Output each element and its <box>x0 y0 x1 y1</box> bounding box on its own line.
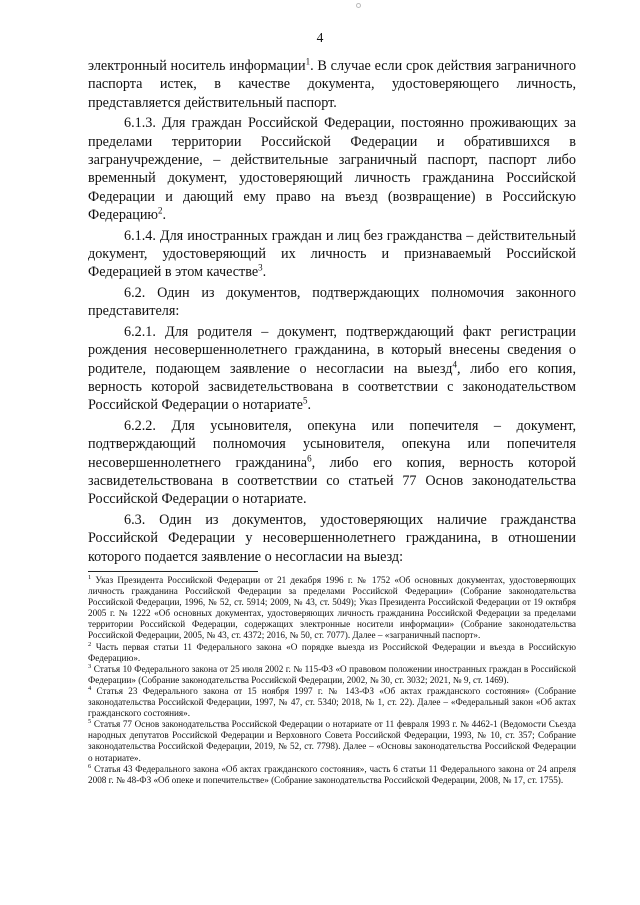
footnote-ref: 2 <box>158 205 163 216</box>
scan-mark <box>356 3 361 8</box>
footnote-number: 4 <box>88 684 92 692</box>
footnote-2 <box>88 642 576 664</box>
paragraph-text: . В случае если срок действия заграничного паспорта истек, в качестве документа, удостоверяющего личность, представляется действительный паспорт. <box>88 58 576 111</box>
footnote-ref: 3 <box>258 262 263 273</box>
paragraph-text: 6.1.4. Для иностранных граждан и лиц без гражданства – действительный документ, удостоверяющий их личность и признаваемый Российской Федерацией в этом качестве <box>88 227 576 281</box>
body-text <box>88 57 576 568</box>
footnote-text: Статья 10 Федерального закона от 25 июля 2002 г. № 115-ФЗ «О правовом положении иностранных граждан в Российской Федерации» (Собрание законодательства Российской Федерации, 2002, № 30, ст. 3032; 2021, № 9, ст. 1469). <box>88 663 576 685</box>
footnote-text: Статья 77 Основ законодательства Российской Федерации о нотариате от 11 февраля 1993 г. № 4462-1 (Ведомости Съезда народных депутатов Российской Федерации и Верховного Совета Российской Федерации, 1993, № 10, ст. 357; Собрание законодательства Российской Федерации, 2019, № 52, ст. 7798). Далее – «Основы законодательства Российской Федерации о нотариате». <box>88 719 576 763</box>
paragraph-text: 6.2. Один из документов, подтверждающих полномочия законного представителя: <box>88 284 576 320</box>
footnote-3 <box>88 664 576 686</box>
paragraph-6-1-4 <box>88 227 576 282</box>
paragraph-text: . <box>307 397 311 414</box>
paragraph-text: 6.2.2. Для усыновителя, опекуна или попечителя – документ, подтверждающий полномочия усыновителя, опекуна или попечителя несовершеннолетнего гражданина <box>88 417 576 471</box>
footnote-number: 6 <box>88 762 92 770</box>
footnote-text: Часть первая статьи 11 Федерального закона «О порядке выезда из Российской Федерации и въезда в Российскую Федерацию». <box>88 641 576 663</box>
footnote-number: 2 <box>88 640 92 648</box>
footnote-number: 1 <box>88 573 92 581</box>
paragraph-text: 6.3. Один из документов, удостоверяющих наличие гражданства Российской Федерации у несовершеннолетнего гражданина, в отношении которого подается заявление о несогласии на выезд: <box>88 511 576 565</box>
paragraph-text: , либо его копия, верность которой засвидетельствована в соответствии со статьей 77 Основ законодательства Российской Федерации о нотариате. <box>88 454 576 508</box>
footnotes <box>88 575 576 786</box>
page-number: 4 <box>316 30 324 45</box>
footnote-text: Статья 43 Федерального закона «Об актах гражданского состояния», часть 6 статьи 11 Федерального закона от 24 апреля 2008 г. № 48-ФЗ «Об опеке и попечительстве» (Собрание законодательства Российской Федерации, 2008, № 17, ст. 1755). <box>88 763 576 785</box>
footnote-5 <box>88 719 576 763</box>
paragraph-text: , либо его копия, верность которой засвидетельствована в соответствии с законодательством Российской Федерации о нотариате <box>88 360 576 414</box>
paragraph-6-1-3 <box>88 114 576 224</box>
paragraph-text: . <box>162 207 167 224</box>
footnote-number: 3 <box>88 662 92 670</box>
paragraph-text: электронный носитель информации <box>88 58 306 74</box>
footnote-ref: 5 <box>302 395 308 406</box>
footnote-text: Статья 23 Федерального закона от 15 ноября 1997 г. № 143-ФЗ «Об актах гражданского состояния» (Собрание законодательства Российской Федерации, 1997, № 47, ст. 5340; 2018, № 1, ст. 22). Далее – «Федеральный закон «Об актах гражданского состояния». <box>88 685 576 719</box>
footnote-ref: 4 <box>452 358 457 369</box>
footnote-separator <box>88 571 258 572</box>
footnote-text: Указ Президента Российской Федерации от 21 декабря 1996 г. № 1752 «Об основных документах, удостоверяющих личность гражданина Российской Федерации за пределами Российской Федерации» (Собрание законодательства Российской Федерации, 1996, № 52, ст. 5914; 2009, № 43, ст. 5049); Указ Президента Российской Федерации от 19 октября 2005 г. № 1222 «Об основных документах, удостоверяющих личность гражданина Российской Федерации за пределами территории Российской Федерации, содержащих электронные носители информации» (Собрание законодательства Российской Федерации, 2005, № 43, ст. 4372; 2016, № 50, ст. 7077). Далее – «заграничный паспорт». <box>88 575 576 641</box>
footnote-1 <box>88 575 576 642</box>
paragraph-6-2-2 <box>88 417 576 509</box>
paragraph-6-2 <box>88 284 576 321</box>
paragraph-6-2-1 <box>88 323 576 415</box>
footnote-ref: 1 <box>305 56 311 67</box>
paragraph-6-3 <box>88 511 576 566</box>
paragraph-text: . <box>262 264 267 281</box>
footnote-ref: 6 <box>307 452 312 463</box>
footnote-number: 5 <box>88 718 92 726</box>
paragraph-continuation <box>88 57 576 112</box>
footnote-6 <box>88 764 576 786</box>
paragraph-text: 6.2.1. Для родителя – документ, подтверждающий факт регистрации рождения несовершеннолетнего гражданина, в который внесены сведения о родителе, подающем заявление о несогласии на выезд <box>88 323 576 377</box>
paragraph-text: 6.1.3. Для граждан Российской Федерации, постоянно проживающих за пределами территории Российской Федерации и обратившихся в загранучреждение, – действительные заграничный паспорт, паспорт либо временный документ, удостоверяющий личность гражданина Российской Федерации и дающий ему право на въезд (возвращение) в Российскую Федерацию <box>88 115 576 224</box>
footnote-4 <box>88 686 576 719</box>
